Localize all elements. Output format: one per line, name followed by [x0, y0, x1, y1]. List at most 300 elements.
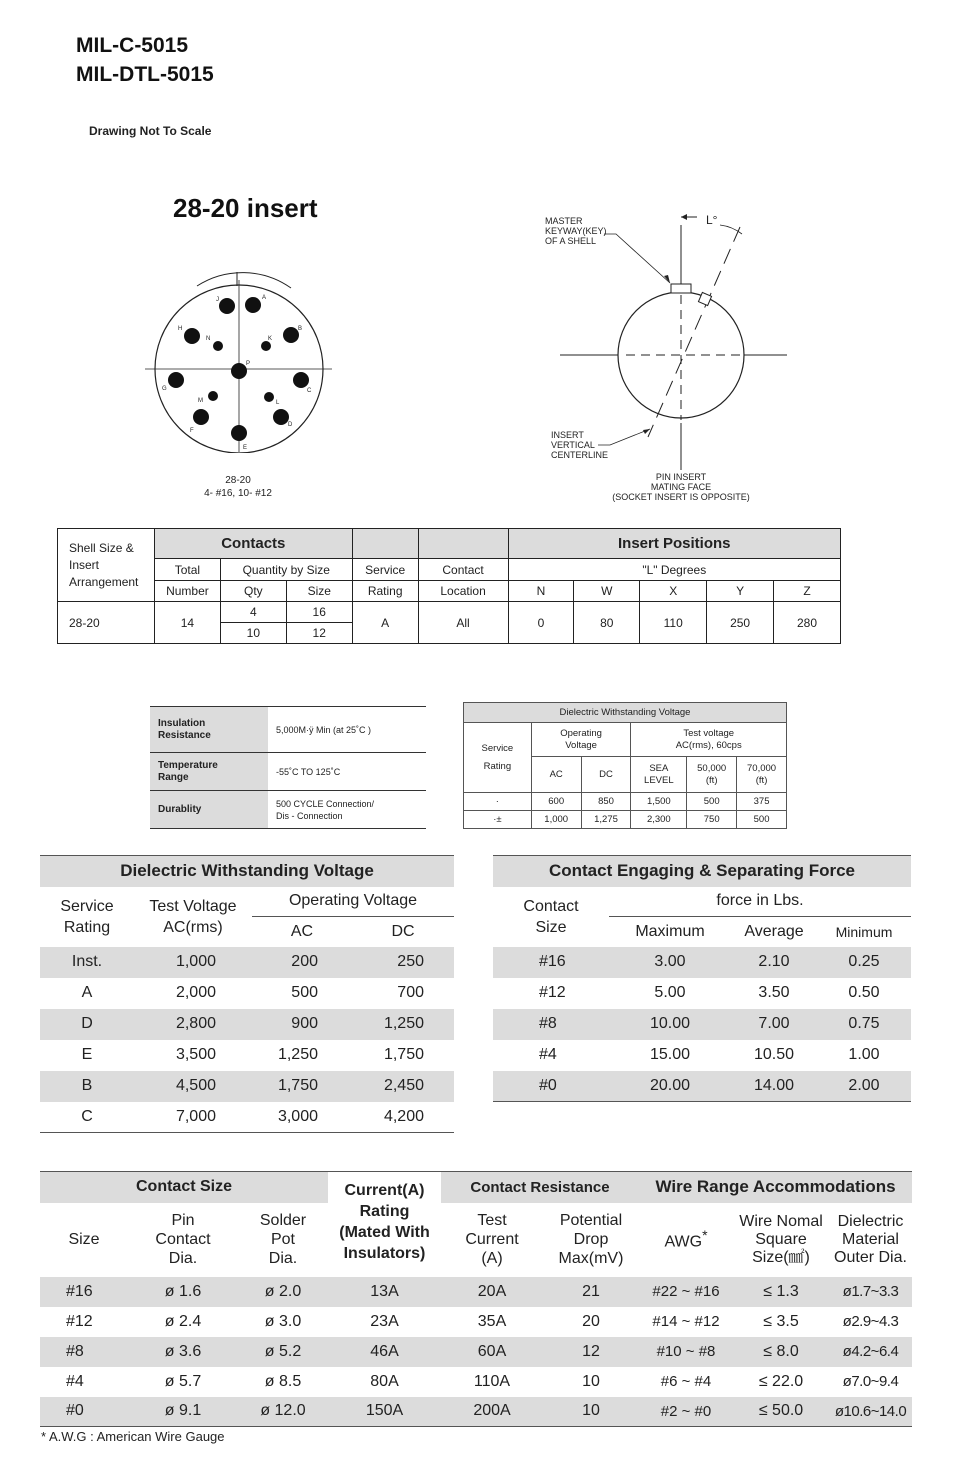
wire-square-line-2: Square [755, 1230, 807, 1248]
table-cell: 10 [582, 1372, 600, 1390]
table-cell: 15.00 [649, 1046, 691, 1063]
small-operating-line-1: Operating [560, 727, 602, 739]
contact-letter: C [307, 388, 312, 394]
drop-line-2: Drop [573, 1231, 609, 1248]
wire-square-line-1: Wire Nomal [739, 1212, 823, 1230]
position-n-header: N [508, 581, 574, 602]
insert-vertical-line-3: CENTERLINE [551, 450, 609, 460]
durability-key: Durablity [150, 791, 268, 829]
insert-contacts [162, 295, 312, 451]
specs-rows [40, 1277, 912, 1427]
dielectric-line-3: Outer Dia. [834, 1248, 907, 1266]
small-test-line-2: AC(rms), 60cps [675, 739, 742, 751]
table-cell: ø4.2~6.4 [829, 1337, 912, 1367]
contact-letter: N [206, 336, 211, 342]
current-line-3: (Mated With [339, 1224, 430, 1241]
rating-header: Rating [352, 581, 418, 602]
table-cell: 46A [328, 1337, 441, 1367]
wire-range-header: Wire Range Accommodations [639, 1172, 912, 1203]
table-cell: ø7.0~9.4 [842, 1373, 899, 1390]
table-cell: 2,000 [175, 984, 216, 1001]
table-cell: ø 9.1 [128, 1397, 238, 1427]
dwv-row [40, 1009, 454, 1040]
position-y-cell: 250 [707, 602, 774, 644]
small-70000-line-2: (ft) [755, 774, 768, 786]
table-cell: ø 1.6 [128, 1277, 238, 1307]
pin-insert-label [600, 472, 762, 502]
pin-line-1: Pin [171, 1212, 195, 1229]
small-dc-header: DC [581, 757, 631, 793]
table-cell: 7,000 [134, 1102, 252, 1133]
awg-header [639, 1203, 733, 1277]
current-header [328, 1172, 441, 1277]
small-70000-line-1: 70,000 [747, 762, 777, 774]
table-cell: 21 [543, 1277, 639, 1307]
contact-pin [231, 363, 247, 379]
force-rows [493, 947, 911, 1102]
table-cell: #16 [40, 1277, 128, 1307]
insert-title: 28-20 insert [173, 193, 318, 223]
table-cell: #12 [539, 984, 566, 1001]
table-cell: #0 [40, 1397, 128, 1427]
contact-pin [264, 392, 274, 402]
small-sea-line-1: SEA [649, 762, 669, 774]
service-header: Service [352, 559, 418, 581]
table-cell: ≤ 8.0 [733, 1337, 829, 1367]
table-cell: ≤ 1.3 [733, 1277, 829, 1307]
contact-pin [193, 409, 209, 425]
dwv-service-line-2: Rating [63, 918, 111, 936]
table-cell: 3,500 [175, 1046, 216, 1063]
contact-letter: F [190, 428, 194, 434]
insert-caption [168, 474, 308, 500]
table-cell: #4 [539, 1046, 557, 1063]
resistance-header: Contact Resistance [441, 1172, 639, 1203]
table-cell: 3,000 [252, 1102, 352, 1133]
location-header: Location [418, 581, 508, 602]
small-dwv-table [463, 702, 787, 829]
dwv-row [40, 1102, 454, 1133]
small-dwv-title: Dielectric Withstanding Voltage [464, 703, 787, 723]
drop-line-1: Potential [559, 1212, 623, 1229]
table-cell: ø 12.0 [238, 1397, 328, 1427]
position-w-header: W [574, 581, 640, 602]
durability-value-line-2: Dis - Connection [276, 810, 343, 821]
small-dwv-cell: 375 [737, 793, 787, 811]
small-dwv-cell: 600 [531, 793, 581, 811]
dielectric-line-1: Dielectric [837, 1212, 904, 1230]
table-cell: 0.25 [817, 947, 911, 978]
table-cell: 20.00 [609, 1071, 731, 1102]
table-cell: ø 3.6 [128, 1337, 238, 1367]
small-dwv-cell: 500 [737, 811, 787, 829]
table-cell: 1.00 [848, 1046, 880, 1063]
contact-pin [293, 372, 309, 388]
drop-header [543, 1203, 639, 1277]
insert-vertical-line-1: INSERT [551, 430, 584, 440]
table-cell: 20 [582, 1312, 600, 1330]
awg-label: AWG [664, 1233, 703, 1251]
table-cell: #14 ~ #12 [652, 1313, 720, 1330]
dwv-row [40, 1040, 454, 1071]
size-header: Size [68, 1230, 100, 1248]
temperature-key [150, 753, 268, 791]
position-x-header: X [640, 581, 707, 602]
dielectric-header [829, 1203, 912, 1277]
contact-letter: P [246, 361, 251, 367]
specs-row [40, 1367, 912, 1397]
dwv-row [40, 947, 454, 978]
contact-pin [261, 341, 271, 351]
blank-header-2 [418, 529, 508, 559]
contact-pin [245, 297, 261, 313]
table-cell: 0.50 [848, 984, 880, 1001]
caption-line-1: 28-20 [225, 475, 251, 486]
number-header: Number [154, 581, 220, 602]
blank-header-1 [352, 529, 418, 559]
table-cell: ø 5.2 [238, 1337, 328, 1367]
table-cell: 1,250 [277, 1046, 318, 1063]
durability-value [268, 791, 426, 829]
table-cell: Inst. [40, 947, 134, 978]
contact-letter: B [298, 326, 303, 332]
table-cell: ø 8.5 [264, 1372, 302, 1390]
specs-row [40, 1397, 912, 1427]
table-cell: 150A [328, 1397, 441, 1427]
qty-header: Qty [220, 581, 286, 602]
position-z-header: Z [774, 581, 841, 602]
temperature-value: -55˚C TO 125˚C [268, 753, 426, 791]
contact-letter: D [288, 422, 293, 428]
dwv-test-line-1: Test Voltage [149, 897, 237, 915]
current-line-1: Current(A) [344, 1182, 425, 1199]
specs-row [40, 1277, 912, 1307]
table-cell: 0.75 [817, 1009, 911, 1040]
table-cell: 2.10 [731, 947, 817, 978]
contact-pin [283, 327, 299, 343]
insert-vertical-line-2: VERTICAL [551, 440, 595, 450]
shell-header-line-1: Shell Size & [69, 540, 134, 555]
dwv-table [40, 855, 454, 1133]
shell-arrangement-header [58, 529, 155, 602]
small-dwv-cell: ·± [464, 811, 532, 829]
small-operating-header [531, 723, 631, 757]
small-dwv-cell: 750 [687, 811, 737, 829]
specs-row [40, 1337, 912, 1367]
table-cell: 4,500 [134, 1071, 252, 1102]
current-line-4: Insulators) [343, 1245, 426, 1262]
small-sea-line-2: LEVEL [644, 774, 674, 786]
arrangement-cell: 28-20 [58, 602, 155, 644]
force-size-line-2: Size [535, 918, 567, 936]
table-cell: 1,750 [252, 1071, 352, 1102]
table-cell: 20A [441, 1277, 543, 1307]
pin-header [128, 1203, 238, 1277]
table-cell: E [81, 1046, 93, 1063]
size-header: Size [286, 581, 352, 602]
table-cell: #8 [40, 1337, 128, 1367]
table-cell: #6 ~ #4 [660, 1373, 712, 1390]
position-n-cell: 0 [508, 602, 574, 644]
contact-letter: E [243, 445, 248, 451]
qty-cell-1: 4 [220, 602, 286, 623]
table-cell: ø2.9~4.3 [842, 1313, 899, 1330]
specs-row [40, 1307, 912, 1337]
small-dwv-cell: 500 [687, 793, 737, 811]
solder-line-1: Solder [259, 1212, 307, 1229]
pin-line-2: Contact [155, 1231, 211, 1248]
contact-letter: J [216, 297, 219, 303]
force-size-line-1: Contact [523, 897, 579, 915]
contact-pin [231, 425, 247, 441]
keyway-diagram [540, 205, 800, 505]
master-keyway-label [545, 216, 607, 246]
insert-positions-header: Insert Positions [508, 529, 840, 559]
table-cell: 14.00 [731, 1071, 817, 1102]
position-y-header: Y [707, 581, 774, 602]
pin-insert-line-2: MATING FACE [650, 482, 712, 492]
table-cell: 1,000 [134, 947, 252, 978]
small-dwv-cell: 1,000 [531, 811, 581, 829]
table-cell: ø 2.4 [164, 1312, 202, 1330]
position-w-cell: 80 [574, 602, 640, 644]
contact-letter: H [178, 326, 183, 332]
master-keyway-line-3: OF A SHELL [545, 236, 597, 246]
dwv-test-line-2: AC(rms) [163, 918, 223, 936]
insulation-key-line-2: Resistance [158, 729, 211, 741]
table-cell: #10 ~ #8 [639, 1337, 733, 1367]
small-dwv-row-1 [464, 793, 787, 811]
table-cell: 250 [352, 947, 454, 978]
contact-letter: G [162, 386, 167, 392]
table-cell: 2,800 [134, 1009, 252, 1040]
pin-insert-line-1: PIN INSERT [655, 472, 707, 482]
small-50000-line-1: 50,000 [697, 762, 727, 774]
caption-line-2: 4- #16, 10- #12 [204, 488, 272, 499]
insulation-value: 5,000M·ÿ Min (at 25˚C ) [268, 707, 426, 753]
solder-line-3: Dia. [268, 1250, 298, 1267]
location-cell: All [418, 602, 508, 644]
table-cell: #22 ~ #16 [639, 1277, 733, 1307]
properties-table [150, 706, 426, 829]
title-line-1: MIL-C-5015 [76, 34, 189, 57]
dwv-row [40, 978, 454, 1009]
force-row [493, 1071, 911, 1102]
table-cell: D [40, 1009, 134, 1040]
table-cell: 10.50 [753, 1046, 795, 1063]
master-keyway-line-1: MASTER [545, 216, 583, 226]
table-cell: 35A [477, 1312, 507, 1330]
dwv-rows [40, 947, 454, 1133]
contacts-table [57, 528, 841, 644]
contact-pin [219, 298, 235, 314]
contact-pin [213, 341, 223, 351]
shell-header-line-2: Insert [69, 557, 100, 572]
contact-letter: K [268, 336, 273, 342]
contact-letter: A [262, 295, 267, 301]
contact-pin [208, 391, 218, 401]
contact-pin [168, 372, 184, 388]
test-current-line-1: Test [477, 1212, 507, 1229]
table-cell: 3.00 [609, 947, 731, 978]
insert-face-diagram [140, 268, 340, 453]
contact-size-header: Contact Size [40, 1172, 328, 1203]
total-header: Total [154, 559, 220, 581]
temperature-key-line-1: Temperature [158, 759, 218, 771]
dwv-service-header [40, 887, 134, 947]
table-cell: 10 [543, 1397, 639, 1427]
dwv-service-line-1: Service [60, 897, 114, 915]
small-test-line-1: Test voltage [683, 727, 735, 739]
l-degrees-header: "L" Degrees [508, 559, 840, 581]
contact-letter: M [198, 398, 203, 404]
contact-header: Contact [418, 559, 508, 581]
force-min-header: Minimum [835, 923, 893, 940]
test-current-line-3: (A) [481, 1250, 503, 1267]
table-cell: 900 [252, 1009, 352, 1040]
table-cell: #12 [66, 1312, 93, 1330]
insulation-key [150, 707, 268, 753]
table-cell: ø1.7~3.3 [829, 1277, 912, 1307]
table-cell: 13A [328, 1277, 441, 1307]
table-cell: 5.00 [654, 984, 686, 1001]
table-cell: #4 [66, 1372, 84, 1390]
contact-letter: L [276, 400, 280, 406]
current-line-2: Rating [359, 1203, 410, 1220]
small-test-header [631, 723, 787, 757]
table-cell: 1,750 [383, 1046, 424, 1063]
table-cell: 12 [543, 1337, 639, 1367]
table-cell: ø10.6~14.0 [829, 1397, 912, 1427]
small-50000-line-2: (ft) [705, 774, 718, 786]
awg-footnote: * A.W.G : American Wire Gauge [41, 1429, 225, 1444]
small-ac-header: AC [531, 757, 581, 793]
qty-cell-2: 10 [220, 623, 286, 644]
table-cell: ø 5.7 [164, 1372, 202, 1390]
table-cell: 700 [397, 984, 424, 1001]
force-size-header [493, 887, 609, 947]
table-cell: 60A [441, 1337, 543, 1367]
table-cell: #2 ~ #0 [639, 1397, 733, 1427]
small-50000-header [687, 757, 737, 793]
solder-line-2: Pot [270, 1231, 295, 1248]
contact-pin [184, 328, 200, 344]
table-cell: A [81, 984, 93, 1001]
table-cell: ≤ 3.5 [763, 1312, 799, 1330]
dwv-dc-header: DC [391, 922, 415, 940]
force-row [493, 1040, 911, 1071]
force-row [493, 978, 911, 1009]
position-z-cell: 280 [774, 602, 841, 644]
position-x-cell: 110 [640, 602, 707, 644]
test-current-line-2: Current [465, 1231, 519, 1248]
force-title: Contact Engaging & Separating Force [493, 856, 911, 887]
doc-title [76, 31, 214, 89]
dwv-row [40, 1071, 454, 1102]
force-row [493, 947, 911, 978]
table-cell: 4,200 [352, 1102, 454, 1133]
insulation-key-line-1: Insulation [158, 717, 206, 729]
table-cell: ≤ 22.0 [758, 1372, 804, 1390]
dwv-ac-header: AC [290, 922, 314, 940]
small-dwv-cell: 2,300 [631, 811, 687, 829]
drop-line-3: Max(mV) [558, 1250, 624, 1267]
wire-square-line-3: Size(㎟) [752, 1248, 810, 1266]
table-cell: 2.00 [817, 1071, 911, 1102]
small-service-rating-header [464, 723, 532, 793]
temperature-key-line-2: Range [158, 771, 189, 783]
force-table [493, 855, 911, 1102]
table-cell: ø 2.0 [238, 1277, 328, 1307]
table-cell: 23A [370, 1312, 399, 1330]
table-cell: 200A [441, 1397, 543, 1427]
angle-label: L° [706, 213, 718, 227]
size-cell-2: 12 [286, 623, 352, 644]
scale-note: Drawing Not To Scale [89, 124, 212, 138]
qty-by-size-header: Quantity by Size [220, 559, 352, 581]
table-cell: 7.00 [731, 1009, 817, 1040]
force-row [493, 1009, 911, 1040]
force-max-header: Maximum [635, 922, 705, 940]
small-dwv-row-2 [464, 811, 787, 829]
table-cell: #8 [493, 1009, 609, 1040]
pin-insert-line-3: (SOCKET INSERT IS OPPOSITE) [612, 492, 750, 502]
wire-square-header [733, 1203, 829, 1277]
master-keyway-line-2: KEYWAY(KEY) [545, 226, 607, 236]
force-lbs-header: force in Lbs. [609, 887, 911, 917]
solder-header [238, 1203, 328, 1277]
small-dwv-cell: 850 [581, 793, 631, 811]
dwv-test-header [134, 887, 252, 947]
table-cell: C [40, 1102, 134, 1133]
table-cell: 110A [473, 1372, 511, 1390]
durability-value-line-1: 500 CYCLE Connection/ [276, 798, 375, 809]
awg-star: * [702, 1227, 708, 1244]
table-cell: #0 [493, 1071, 609, 1102]
title-line-2: MIL-DTL-5015 [76, 63, 214, 86]
table-cell: 1,250 [352, 1009, 454, 1040]
contact-pin [273, 409, 289, 425]
service-cell: A [352, 602, 418, 644]
table-cell: 200 [252, 947, 352, 978]
small-70000-header [737, 757, 787, 793]
small-dwv-cell: 1,275 [581, 811, 631, 829]
small-dwv-cell: · [464, 793, 532, 811]
small-service-header: Service [481, 742, 514, 754]
force-avg-header: Average [744, 922, 804, 940]
small-sea-header [631, 757, 687, 793]
test-current-header [441, 1203, 543, 1277]
total-cell: 14 [154, 602, 220, 644]
specs-table [40, 1171, 912, 1427]
pin-line-3: Dia. [168, 1250, 198, 1267]
size-cell-1: 16 [286, 602, 352, 623]
table-cell: 3.50 [758, 984, 790, 1001]
small-dwv-cell: 1,500 [631, 793, 687, 811]
small-operating-line-2: Voltage [565, 739, 597, 751]
dwv-title: Dielectric Withstanding Voltage [40, 856, 454, 887]
dielectric-line-2: Material [842, 1230, 899, 1248]
small-rating-header: Rating [483, 760, 512, 772]
table-cell: ≤ 50.0 [733, 1397, 829, 1427]
insert-vertical-label [551, 430, 608, 460]
table-cell: 2,450 [352, 1071, 454, 1102]
dwv-operating-header: Operating Voltage [252, 887, 454, 917]
table-cell: #16 [493, 947, 609, 978]
shell-header-line-3: Arrangement [69, 574, 139, 589]
table-cell: 80A [370, 1372, 399, 1390]
table-cell: ø 3.0 [264, 1312, 302, 1330]
